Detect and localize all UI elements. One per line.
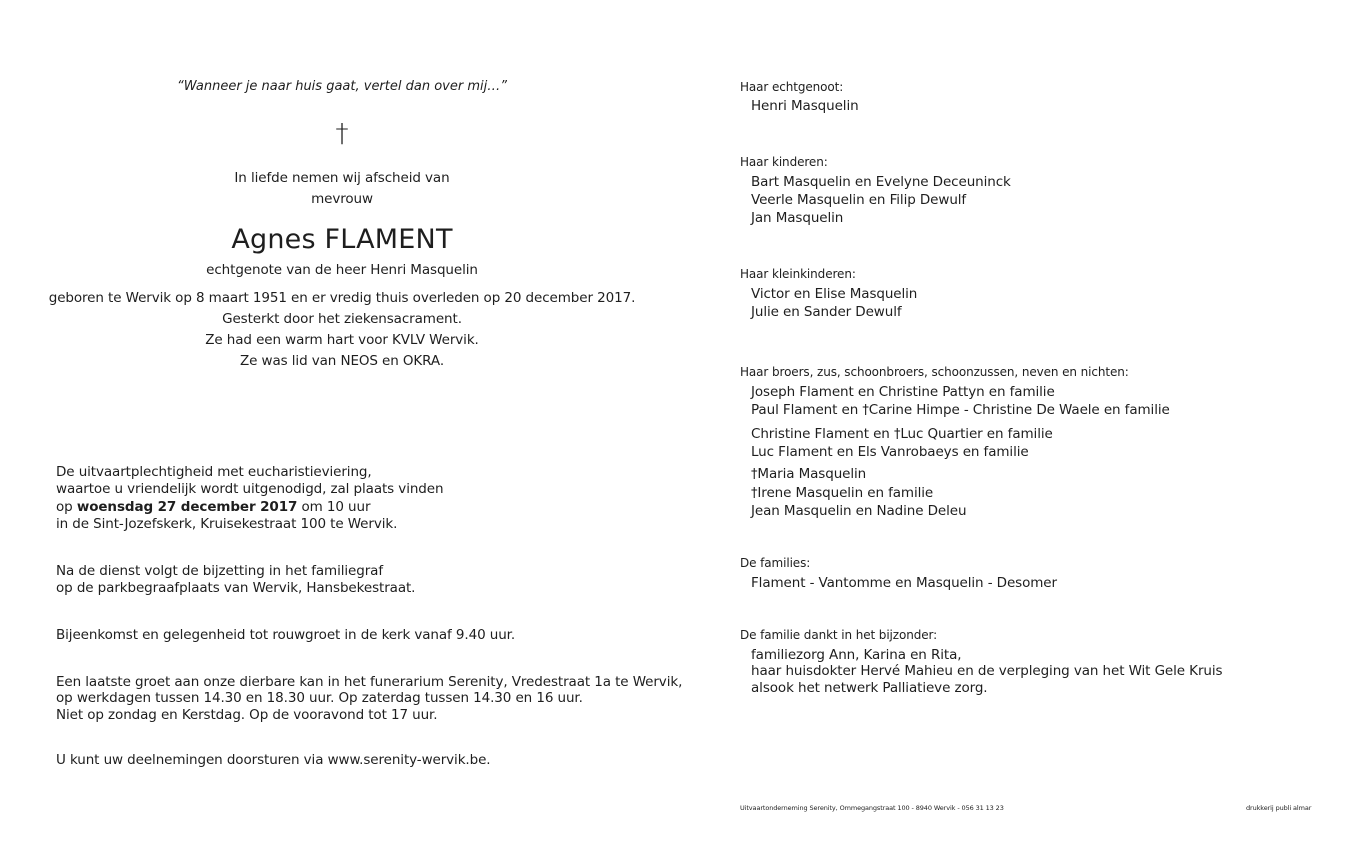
member-line: Ze was lid van NEOS en OKRA. [239,353,445,369]
funeral-time: om 10 uur [297,499,371,515]
spouse-label: Haar echtgenoot: [740,80,844,94]
undertaker-footer: Uitvaartonderneming Serenity, Ommegangstraat 100 - 8940 Wervik - 056 31 13 23 [740,804,1004,812]
child-item: Veerle Masquelin en Filip Dewulf [751,192,967,208]
sacrament-line: Gesterkt door het ziekensacrament. [222,311,462,327]
spouse-name: Henri Masquelin [751,98,859,114]
deceased-name: Agnes FLAMENT [231,224,453,255]
sibling-item: Luc Flament en Els Vanrobaeys en familie [751,444,1029,460]
sibling-name: Carine Himpe - Christine De Waele en familie [868,402,1170,418]
visit-hours: op werkdagen tussen 14.30 en 18.30 uur. Op zaterdag tussen 14.30 en 16 uur. [56,690,583,706]
funeral-location: in de Sint-Jozefskerk, Kruisekestraat 100 te Wervik. [56,516,398,532]
funeral-date: woensdag 27 december 2017 [76,499,298,515]
birth-death-line: geboren te Wervik op 8 maart 1951 en er vredig thuis overleden op 20 december 2017. [48,290,636,306]
sibling-item [751,466,866,482]
families-names: Flament - Vantomme en Masquelin - Desomer [751,575,1057,591]
opening-quote: “Wanneer je naar huis gaat, vertel dan over mij…” [177,79,507,94]
families-label: De families: [740,556,811,570]
thanks-item: alsook het netwerk Palliatieve zorg. [751,680,988,696]
thanks-item: familiezorg Ann, Karina en Rita, [751,647,962,663]
grandchild-item: Victor en Elise Masquelin [751,286,918,302]
funeral-date-prefix: op [56,499,77,515]
sibling-item [751,426,1053,442]
sibling-item: Joseph Flament en Christine Pattyn en familie [751,384,1055,400]
cross-icon: † [335,119,349,149]
intro-title: mevrouw [311,191,373,207]
grandchildren-label: Haar kleinkinderen: [740,267,856,281]
dagger-icon: † [751,486,758,501]
visit-exceptions: Niet op zondag en Kerstdag. Op de vooravond tot 17 uur. [56,707,438,723]
dagger-icon: † [751,467,758,482]
sibling-name: Luc Quartier en familie [900,426,1053,442]
gathering-line: Bijeenkomst en gelegenheid tot rouwgroet in de kerk vanaf 9.40 uur. [56,627,516,643]
thanks-label: De familie dankt in het bijzonder: [740,628,938,642]
sibling-name: Christine Flament en [751,426,894,442]
sibling-name: Maria Masquelin [757,466,867,482]
dagger-icon: † [893,427,901,442]
burial-location: op de parkbegraafplaats van Wervik, Hansbekestraat. [56,580,416,596]
sibling-item [751,402,1170,418]
funeral-date-line [56,499,370,515]
kvlv-line: Ze had een warm hart voor KVLV Wervik. [205,332,479,348]
sibling-item [751,485,933,501]
sibling-item: Jean Masquelin en Nadine Deleu [751,503,967,519]
sibling-name: Paul Flament en [751,402,863,418]
burial-line: Na de dienst volgt de bijzetting in het familiegraf [56,563,383,579]
grandchild-item: Julie en Sander Dewulf [751,304,902,320]
intro-line: In liefde nemen wij afscheid van [234,170,450,186]
funeral-line: De uitvaartplechtigheid met eucharistieviering, [56,464,372,480]
sibling-name: Irene Masquelin en familie [757,485,934,501]
visit-line: Een laatste groet aan onze dierbare kan in het funerarium Serenity, Vredestraat 1a te Wervik, [56,674,683,690]
siblings-label: Haar broers, zus, schoonbroers, schoonzussen, neven en nichten: [740,365,1129,379]
condolences-line: U kunt uw deelnemingen doorsturen via www.serenity-wervik.be. [56,752,491,768]
printer-footer: drukkerij publi almar [1246,804,1312,812]
child-item: Bart Masquelin en Evelyne Deceuninck [751,174,1011,190]
child-item: Jan Masquelin [751,210,844,226]
children-label: Haar kinderen: [740,155,828,169]
thanks-item: haar huisdokter Hervé Mahieu en de verpleging van het Wit Gele Kruis [751,663,1223,679]
funeral-line: waartoe u vriendelijk wordt uitgenodigd, zal plaats vinden [56,481,444,497]
dagger-icon: † [862,403,869,418]
spouse-line: echtgenote van de heer Henri Masquelin [206,262,478,278]
